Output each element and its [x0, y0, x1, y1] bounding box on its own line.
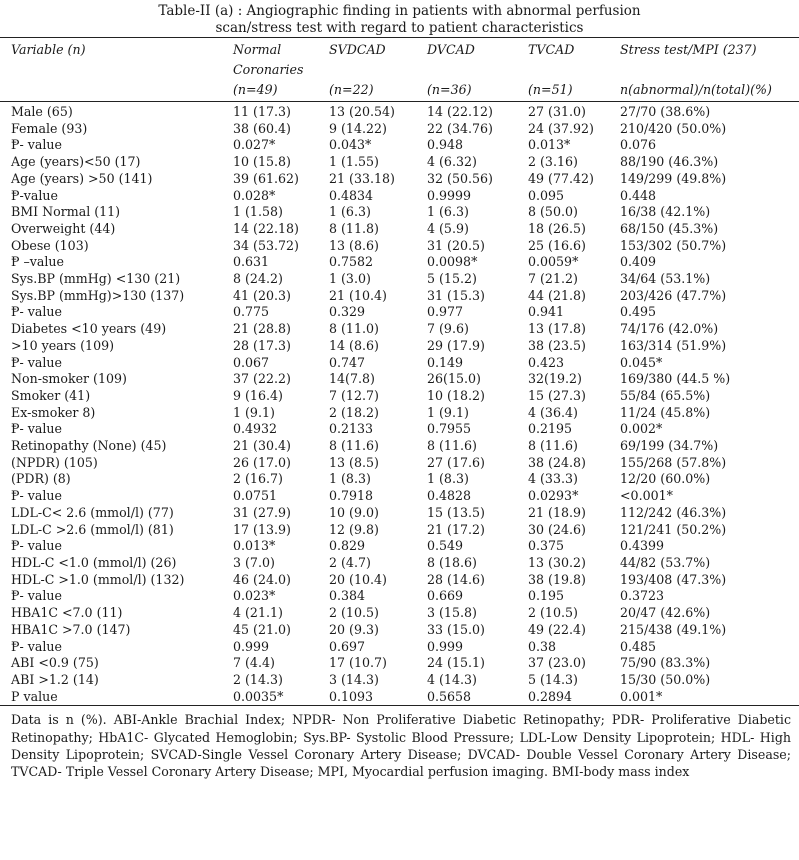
caption-line-2: scan/stress test with regard to patient characteristics — [215, 20, 584, 36]
table-cell: 5 (14.3) — [528, 671, 578, 687]
table-cell: 0.045* — [620, 354, 663, 370]
table-row — [0, 102, 799, 121]
table-cell: 4 (36.4) — [528, 404, 578, 420]
table-cell: 4 (6.32) — [427, 154, 477, 170]
table-cell: 112/242 (46.3%) — [620, 504, 727, 520]
table-cell: 1 (1.55) — [329, 154, 379, 170]
row-label-cell: Sys.BP (mmHg)>130 (137) — [11, 287, 185, 303]
table-cell: 7 (21.2) — [528, 271, 578, 287]
table-cell: 0.2894 — [528, 688, 573, 704]
table-cell: 0.013* — [233, 538, 276, 554]
table-cell: 14 (8.6) — [329, 337, 379, 353]
table-cell: 28 (17.3) — [233, 337, 291, 353]
table-cell: 32(19.2) — [528, 371, 582, 387]
table-cell: 21 (18.9) — [528, 504, 586, 520]
table-cell: 8 (50.0) — [528, 204, 578, 220]
table-cell: 1 (9.1) — [427, 404, 469, 420]
table-cell: 45 (21.0) — [233, 621, 291, 637]
table-cell: 20/47 (42.6%) — [620, 605, 711, 621]
row-label-cell: Ᵽ- value — [11, 638, 62, 654]
table-cell: 0.076 — [620, 137, 657, 153]
table-row — [0, 271, 799, 288]
table-cell: 0.549 — [427, 538, 464, 554]
table-cell: 1 (8.3) — [329, 471, 371, 487]
table-row — [0, 639, 799, 656]
table-cell: 14 (22.18) — [233, 220, 299, 236]
table-cell: 44/82 (53.7%) — [620, 554, 711, 570]
table-cell: 0.0098* — [427, 254, 478, 270]
table-cell: 0.4828 — [427, 488, 472, 504]
row-label-cell: Sys.BP (mmHg) <130 (21) — [11, 271, 181, 287]
table-cell: 0.1093 — [329, 688, 374, 704]
column-header-dvcad: DVCAD — [427, 42, 475, 57]
header-row — [0, 78, 799, 102]
row-label-cell: (NPDR) (105) — [11, 454, 98, 470]
table-cell: 20 (9.3) — [329, 621, 379, 637]
table-cell: 5 (15.2) — [427, 271, 477, 287]
row-label-cell: HBA1C >7.0 (147) — [11, 621, 131, 637]
table-cell: 0.0035* — [233, 688, 284, 704]
table-cell: 26(15.0) — [427, 371, 481, 387]
table-cell: 0.043* — [329, 137, 372, 153]
table-cell: 25 (16.6) — [528, 237, 586, 253]
row-label-cell: HDL-C >1.0 (mmol/l) (132) — [11, 571, 185, 587]
table-cell: 21 (17.2) — [427, 521, 485, 537]
table-row — [0, 221, 799, 238]
table-row — [0, 405, 799, 422]
column-n-stress-test: n(abnormal)/n(total)(%) — [620, 82, 772, 97]
row-label-cell: BMI Normal (11) — [11, 204, 121, 220]
table-cell: 10 (18.2) — [427, 387, 485, 403]
row-label-cell: Retinopathy (None) (45) — [11, 438, 167, 454]
row-label-cell: ABI >1.2 (14) — [11, 671, 99, 687]
table-cell: 11 (17.3) — [233, 104, 291, 119]
table-row — [0, 288, 799, 305]
table-cell: 193/408 (47.3%) — [620, 571, 727, 587]
table-cell: 7 (9.6) — [427, 321, 469, 337]
table-cell: 1 (9.1) — [233, 404, 275, 420]
row-label-cell: Diabetes <10 years (49) — [11, 321, 167, 337]
table-cell: 0.829 — [329, 538, 366, 554]
table-row — [0, 555, 799, 572]
table-row — [0, 689, 799, 706]
table-cell: 0.631 — [233, 254, 270, 270]
table-cell: 0.448 — [620, 187, 657, 203]
table-cell: 39 (61.62) — [233, 170, 299, 186]
table-cell: 12 (9.8) — [329, 521, 379, 537]
table-cell: 0.329 — [329, 304, 366, 320]
table-cell: 0.0293* — [528, 488, 579, 504]
row-label-cell: ABI <0.9 (75) — [11, 655, 99, 671]
table-cell: 28 (14.6) — [427, 571, 485, 587]
table-cell: 0.747 — [329, 354, 366, 370]
table-cell: 24 (15.1) — [427, 655, 485, 671]
header-cell — [416, 58, 517, 78]
table-cell: 4 (33.3) — [528, 471, 578, 487]
table-cell: 0.023* — [233, 588, 276, 604]
table-cell: 74/176 (42.0%) — [620, 321, 719, 337]
row-label-cell: Ᵽ –value — [11, 254, 64, 270]
row-label-cell: Female (93) — [11, 120, 88, 136]
table-row — [0, 622, 799, 639]
table-cell: 14 (22.12) — [427, 104, 493, 119]
table-cell: 21 (10.4) — [329, 287, 387, 303]
table-cell: 13 (20.54) — [329, 104, 395, 119]
table-cell: 0.027* — [233, 137, 276, 153]
table-cell: 22 (34.76) — [427, 120, 493, 136]
table-cell: 0.9999 — [427, 187, 472, 203]
table-row — [0, 171, 799, 188]
table-row — [0, 137, 799, 154]
table-row — [0, 438, 799, 455]
column-header-normal: Normal — [233, 42, 282, 57]
table-cell: 17 (13.9) — [233, 521, 291, 537]
table-row — [0, 204, 799, 221]
table-cell: 8 (11.6) — [528, 438, 578, 454]
table-row — [0, 321, 799, 338]
table-cell: 34 (53.72) — [233, 237, 299, 253]
table-cell: 0.948 — [427, 137, 464, 153]
table-header — [0, 38, 799, 102]
caption-line-1: Table-II (a) : Angiographic finding in patients with abnormal perfusion — [158, 3, 641, 19]
table-cell: 0.999 — [427, 638, 464, 654]
row-label-cell: LDL-C< 2.6 (mmol/l) (77) — [11, 504, 174, 520]
table-cell: 0.195 — [528, 588, 565, 604]
header-cell — [609, 58, 799, 78]
row-label-cell: Ᵽ-value — [11, 187, 58, 203]
table-row — [0, 455, 799, 472]
table-caption — [0, 0, 799, 37]
table-cell: 8 (11.6) — [427, 438, 477, 454]
table-cell: 4 (14.3) — [427, 671, 477, 687]
table-cell: 34/64 (53.1%) — [620, 271, 711, 287]
table-cell: 13 (8.5) — [329, 454, 379, 470]
table-cell: 3 (14.3) — [329, 671, 379, 687]
table-cell: 27 (31.0) — [528, 104, 586, 119]
column-n-normal: (n=49) — [233, 82, 278, 97]
table-cell: 13 (17.8) — [528, 321, 586, 337]
row-label-cell: Ᵽ- value — [11, 421, 62, 437]
table-cell: 49 (22.4) — [528, 621, 586, 637]
column-header-svdcad: SVDCAD — [329, 42, 386, 57]
table-cell: 210/420 (50.0%) — [620, 120, 727, 136]
table-row — [0, 238, 799, 255]
table-cell: 0.423 — [528, 354, 565, 370]
table-cell: 121/241 (50.2%) — [620, 521, 727, 537]
column-header-variable: Variable (n) — [11, 42, 86, 57]
table-row — [0, 605, 799, 622]
row-label-cell: Ᵽ- value — [11, 304, 62, 320]
table-cell: 149/299 (49.8%) — [620, 170, 727, 186]
row-label-cell: HDL-C <1.0 (mmol/l) (26) — [11, 554, 177, 570]
table-cell: 27/70 (38.6%) — [620, 104, 711, 119]
table-cell: 0.4932 — [233, 421, 278, 437]
table-cell: 38 (19.8) — [528, 571, 586, 587]
table-cell: 38 (23.5) — [528, 337, 586, 353]
row-label-cell: Ᵽ- value — [11, 588, 62, 604]
table-cell: 8 (18.6) — [427, 554, 477, 570]
table-cell: 38 (24.8) — [528, 454, 586, 470]
table-row — [0, 572, 799, 589]
table-cell: 17 (10.7) — [329, 655, 387, 671]
table-cell: 0.001* — [620, 688, 663, 704]
table-cell: 0.7955 — [427, 421, 472, 437]
table-cell: 0.495 — [620, 304, 657, 320]
table-cell: 8 (11.6) — [329, 438, 379, 454]
column-n-svdcad: (n=22) — [329, 82, 374, 97]
header-cell — [318, 58, 416, 78]
table-cell: 0.977 — [427, 304, 464, 320]
table-cell: 31 (15.3) — [427, 287, 485, 303]
table-cell: 1 (6.3) — [329, 204, 371, 220]
table-cell: 0.0059* — [528, 254, 579, 270]
table-cell: 0.2195 — [528, 421, 573, 437]
table-cell: 37 (23.0) — [528, 655, 586, 671]
table-cell: 153/302 (50.7%) — [620, 237, 727, 253]
table-cell: 11/24 (45.8%) — [620, 404, 711, 420]
table-cell: 0.149 — [427, 354, 464, 370]
row-label-cell: P value — [11, 688, 58, 704]
row-label-cell: Age (years)<50 (17) — [11, 154, 141, 170]
table-cell: 37 (22.2) — [233, 371, 291, 387]
table-body — [0, 102, 799, 706]
row-label-cell: Ex-smoker 8) — [11, 404, 96, 420]
row-label-cell: Ᵽ- value — [11, 137, 62, 153]
table-cell: 0.7918 — [329, 488, 374, 504]
table-cell: 4 (5.9) — [427, 220, 469, 236]
table-cell: 0.775 — [233, 304, 270, 320]
table-cell: 21 (33.18) — [329, 170, 395, 186]
table-cell: 9 (16.4) — [233, 387, 283, 403]
table-cell: 7 (12.7) — [329, 387, 379, 403]
table-cell: 1 (3.0) — [329, 271, 371, 287]
table-cell: 2 (18.2) — [329, 404, 379, 420]
table-cell: 75/90 (83.3%) — [620, 655, 711, 671]
table-cell: 0.38 — [528, 638, 557, 654]
table-cell: 0.2133 — [329, 421, 374, 437]
table-cell: 155/268 (57.8%) — [620, 454, 727, 470]
table-cell: 8 (11.8) — [329, 220, 379, 236]
row-label-cell: LDL-C >2.6 (mmol/l) (81) — [11, 521, 174, 537]
table-cell: 55/84 (65.5%) — [620, 387, 711, 403]
table-cell: 21 (28.8) — [233, 321, 291, 337]
table-cell: 3 (15.8) — [427, 605, 477, 621]
row-label-cell: Non-smoker (109) — [11, 371, 127, 387]
table-row — [0, 355, 799, 372]
table-cell: 0.384 — [329, 588, 366, 604]
table-cell: 0.697 — [329, 638, 366, 654]
table-cell: 33 (15.0) — [427, 621, 485, 637]
table-cell: 0.067 — [233, 354, 270, 370]
table-cell: 0.941 — [528, 304, 565, 320]
table-row — [0, 121, 799, 138]
table-cell: 13 (8.6) — [329, 237, 379, 253]
table-cell: 12/20 (60.0%) — [620, 471, 711, 487]
table-cell: <0.001* — [620, 488, 673, 504]
row-label-cell: Age (years) >50 (141) — [11, 170, 153, 186]
column-n-dvcad: (n=36) — [427, 82, 472, 97]
header-row — [0, 58, 799, 78]
table-cell: 49 (77.42) — [528, 170, 594, 186]
table-row — [0, 421, 799, 438]
table-cell: 0.669 — [427, 588, 464, 604]
table-cell: 68/150 (45.3%) — [620, 220, 719, 236]
table-row — [0, 338, 799, 355]
table-cell: 0.4399 — [620, 538, 665, 554]
table-cell: 31 (27.9) — [233, 504, 291, 520]
column-header-stress-test: Stress test/MPI (237) — [620, 42, 757, 57]
table-row — [0, 522, 799, 539]
header-cell — [0, 58, 222, 78]
table-cell: 32 (50.56) — [427, 170, 493, 186]
table-cell: 2 (10.5) — [329, 605, 379, 621]
table-cell: 20 (10.4) — [329, 571, 387, 587]
data-table — [0, 37, 799, 706]
table-cell: 2 (4.7) — [329, 554, 371, 570]
header-cell — [517, 58, 609, 78]
table-cell: 31 (20.5) — [427, 237, 485, 253]
row-label-cell: HBA1C <7.0 (11) — [11, 605, 123, 621]
table-cell: 0.5658 — [427, 688, 472, 704]
table-cell: 13 (30.2) — [528, 554, 586, 570]
table-cell: 15 (27.3) — [528, 387, 586, 403]
column-n-tvcad: (n=51) — [528, 82, 573, 97]
table-cell: 30 (24.6) — [528, 521, 586, 537]
table-cell: 21 (30.4) — [233, 438, 291, 454]
table-cell: 0.3723 — [620, 588, 665, 604]
table-cell: 4 (21.1) — [233, 605, 283, 621]
table-row — [0, 672, 799, 689]
table-cell: 2 (16.7) — [233, 471, 283, 487]
table-cell: 18 (26.5) — [528, 220, 586, 236]
table-cell: 0.7582 — [329, 254, 374, 270]
table-cell: 0.002* — [620, 421, 663, 437]
table-cell: 88/190 (46.3%) — [620, 154, 719, 170]
row-label-cell: Ᵽ- value — [11, 538, 62, 554]
table-row — [0, 488, 799, 505]
table-footnote: Data is n (%). ABI-Ankle Brachial Index; NPDR- Non Proliferative Diabetic Retinopathy; PDR- Proliferative Diabetic Retinopathy; HbA1C- Glycated Hemoglobin; Sys.BP- Systolic Blood Pressure; LDL-Low Density Lipoprotein; HDL- High Density Lipoprotein; SVCAD-Single Vessel Coronary Artery Disease; DVCAD- Double Vessel Coronary Artery Disease; TVCAD- Triple Vessel Coronary Artery Disease; MPI, Myocardial perfusion imaging. BMI-body mass index — [11, 712, 791, 780]
table-cell: 29 (17.9) — [427, 337, 485, 353]
table-cell: 38 (60.4) — [233, 120, 291, 136]
table-cell: 15/30 (50.0%) — [620, 671, 711, 687]
table-cell: 26 (17.0) — [233, 454, 291, 470]
table-cell: 2 (10.5) — [528, 605, 578, 621]
table-cell: 69/199 (34.7%) — [620, 438, 719, 454]
table-cell: 44 (21.8) — [528, 287, 586, 303]
table-cell: 0.999 — [233, 638, 270, 654]
table-cell: 27 (17.6) — [427, 454, 485, 470]
table-row — [0, 304, 799, 321]
table-row — [0, 655, 799, 672]
table-row — [0, 154, 799, 171]
table-row — [0, 254, 799, 271]
table-cell: 0.409 — [620, 254, 657, 270]
table-cell: 15 (13.5) — [427, 504, 485, 520]
row-label-cell: Ᵽ- value — [11, 488, 62, 504]
table-row — [0, 505, 799, 522]
table-cell: 8 (24.2) — [233, 271, 283, 287]
table-cell: 1 (8.3) — [427, 471, 469, 487]
row-label-cell: Obese (103) — [11, 237, 89, 253]
table-cell: 10 (9.0) — [329, 504, 379, 520]
table-cell: 7 (4.4) — [233, 655, 275, 671]
table-cell: 0.095 — [528, 187, 565, 203]
header-row — [0, 38, 799, 59]
table-cell: 2 (14.3) — [233, 671, 283, 687]
column-header-normal-line2: Coronaries — [233, 62, 304, 77]
row-label-cell: Smoker (41) — [11, 387, 91, 403]
table-cell: 9 (14.22) — [329, 120, 387, 136]
table-cell: 169/380 (44.5 %) — [620, 371, 731, 387]
table-cell: 2 (3.16) — [528, 154, 578, 170]
row-label-cell: >10 years (109) — [11, 337, 115, 353]
table-cell: 10 (15.8) — [233, 154, 291, 170]
table-row — [0, 471, 799, 488]
header-cell — [0, 78, 222, 102]
table-cell: 1 (1.58) — [233, 204, 283, 220]
row-label-cell: Ᵽ- value — [11, 354, 62, 370]
table-row — [0, 188, 799, 205]
table-cell: 41 (20.3) — [233, 287, 291, 303]
table-cell: 0.0751 — [233, 488, 278, 504]
table-cell: 14(7.8) — [329, 371, 375, 387]
column-header-tvcad: TVCAD — [528, 42, 575, 57]
row-label-cell: Male (65) — [11, 104, 73, 119]
table-cell: 163/314 (51.9%) — [620, 337, 727, 353]
table-cell: 46 (24.0) — [233, 571, 291, 587]
table-cell: 0.028* — [233, 187, 276, 203]
table-cell: 0.485 — [620, 638, 657, 654]
row-label-cell: Overweight (44) — [11, 220, 116, 236]
table-cell: 215/438 (49.1%) — [620, 621, 727, 637]
table-row — [0, 371, 799, 388]
table-cell: 24 (37.92) — [528, 120, 594, 136]
table-cell: 16/38 (42.1%) — [620, 204, 711, 220]
table-cell: 0.4834 — [329, 187, 374, 203]
table-cell: 3 (7.0) — [233, 554, 275, 570]
table-cell: 0.013* — [528, 137, 571, 153]
table-row — [0, 538, 799, 555]
table-cell: 1 (6.3) — [427, 204, 469, 220]
row-label-cell: (PDR) (8) — [11, 471, 71, 487]
table-cell: 203/426 (47.7%) — [620, 287, 727, 303]
table-cell: 8 (11.0) — [329, 321, 379, 337]
table-cell: 0.375 — [528, 538, 565, 554]
table-row — [0, 388, 799, 405]
table-row — [0, 588, 799, 605]
